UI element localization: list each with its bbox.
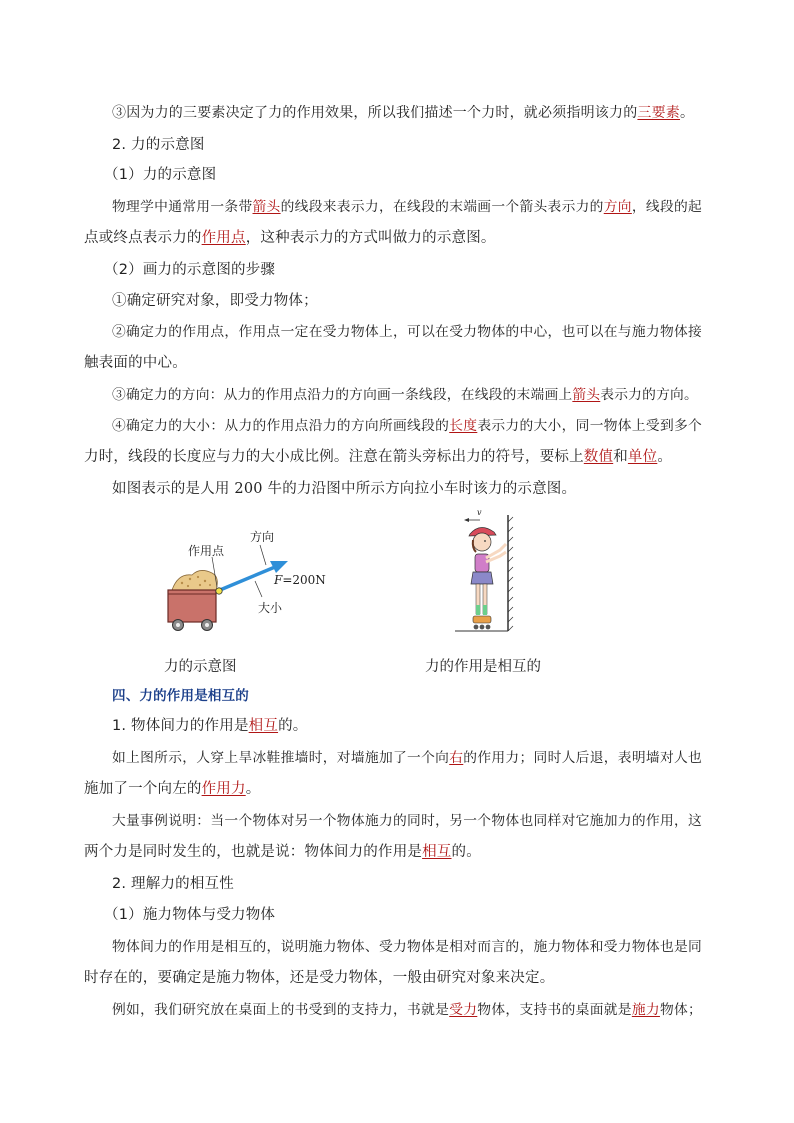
keyword-value: 数值 bbox=[583, 449, 614, 465]
girl-on-skates-illustration bbox=[450, 510, 530, 635]
paragraph-push-wall-line2: 施加了一个向左的作用力。 bbox=[84, 781, 261, 797]
paragraph-relative-line2: 时存在的，要确定是施力物体，还是受力物体，一般由研究对象来决定。 bbox=[84, 970, 555, 986]
step-four-line2: 力时，线段的长度应与力的大小成比例。注意在箭头旁标出力的符号，要标上数值和单位。 bbox=[84, 449, 673, 465]
label-magnitude: 大小 bbox=[258, 601, 283, 615]
paragraph-push-wall-line1: 如上图所示，人穿上旱冰鞋推墙时，对墙施加了一个向右的作用力；同时人后退，表明墙对人也 bbox=[112, 750, 703, 766]
label-force-value: F=200N bbox=[274, 573, 326, 587]
paragraph-force-diagram-line1: 物理学中通常用一条带箭头的线段来表示力，在线段的末端画一个箭头表示力的方向，线段的起 bbox=[112, 199, 702, 215]
subheading-force-diagram: （1）力的示意图 bbox=[104, 167, 217, 183]
keyword-receiving: 受力 bbox=[449, 1002, 478, 1018]
keyword-acting-force: 作用力 bbox=[201, 781, 246, 797]
paragraph-examples-line2: 两个力是同时发生的，也就是说：物体间力的作用是相互的。 bbox=[84, 844, 481, 860]
figure-force-diagram bbox=[160, 515, 360, 640]
keyword-arrow: 箭头 bbox=[252, 199, 281, 215]
keyword-mutual: 相互 bbox=[248, 718, 279, 734]
paragraph-force-diagram-line2: 点或终点表示力的作用点，这种表示力的方式叫做力的示意图。 bbox=[84, 230, 496, 246]
keyword-arrow-2: 箭头 bbox=[572, 387, 601, 403]
keyword-mutual-2: 相互 bbox=[422, 844, 452, 860]
section-heading-mutual-force: 四、力的作用是相互的 bbox=[112, 688, 249, 704]
step-two-line1: ②确定力的作用点，作用点一定在受力物体上，可以在受力物体的中心，也可以在与施力物体接 bbox=[112, 324, 702, 340]
subheading-steps: （2）画力的示意图的步骤 bbox=[104, 262, 276, 278]
label-velocity: v bbox=[477, 508, 482, 517]
label-direction: 方向 bbox=[250, 530, 275, 544]
keyword-three-elements: 三要素 bbox=[637, 105, 681, 121]
step-four-line1: ④确定力的大小：从力的作用点沿力的方向所画线段的长度表示力的大小，同一物体上受到多个 bbox=[112, 418, 703, 434]
point-one: 1. 物体间力的作用是相互的。 bbox=[112, 718, 308, 734]
step-three: ③确定力的方向：从力的作用点沿力的方向画一条线段，在线段的末端画上箭头表示力的方向。 bbox=[112, 387, 698, 403]
step-two-line2: 触表面的中心。 bbox=[84, 355, 187, 371]
paragraph-examples-line1: 大量事例说明：当一个物体对另一个物体施力的同时，另一个物体也同样对它施加力的作用，这 bbox=[112, 813, 702, 829]
keyword-exerting: 施力 bbox=[631, 1002, 660, 1018]
keyword-length: 长度 bbox=[449, 418, 478, 434]
subheading-exerting-receiving: （1）施力物体与受力物体 bbox=[104, 907, 276, 923]
heading-understand-mutuality: 2. 理解力的相互性 bbox=[112, 876, 234, 892]
figure-mutual-force bbox=[450, 510, 530, 635]
example-sentence: 如图表示的是人用 200 牛的力沿图中所示方向拉小车时该力的示意图。 bbox=[112, 481, 577, 497]
label-action-point: 作用点 bbox=[188, 544, 225, 558]
caption-force-diagram: 力的示意图 bbox=[164, 659, 237, 675]
keyword-unit: 单位 bbox=[627, 449, 658, 465]
paragraph-book-example: 例如，我们研究放在桌面上的书受到的支持力，书就是受力物体，支持书的桌面就是施力物体； bbox=[112, 1002, 703, 1018]
step-one: ①确定研究对象，即受力物体； bbox=[112, 293, 318, 309]
paragraph-relative-line1: 物体间力的作用是相互的，说明施力物体、受力物体是相对而言的，施力物体和受力物体也是同 bbox=[112, 939, 702, 955]
paragraph-three-elements: ③因为力的三要素决定了力的作用效果，所以我们描述一个力时，就必须指明该力的三要素。 bbox=[112, 105, 695, 121]
keyword-right: 右 bbox=[449, 750, 464, 766]
keyword-action-point: 作用点 bbox=[201, 230, 246, 246]
heading-force-diagram: 2. 力的示意图 bbox=[112, 137, 205, 153]
keyword-direction: 方向 bbox=[603, 199, 632, 215]
caption-mutual-force: 力的作用是相互的 bbox=[425, 659, 541, 675]
